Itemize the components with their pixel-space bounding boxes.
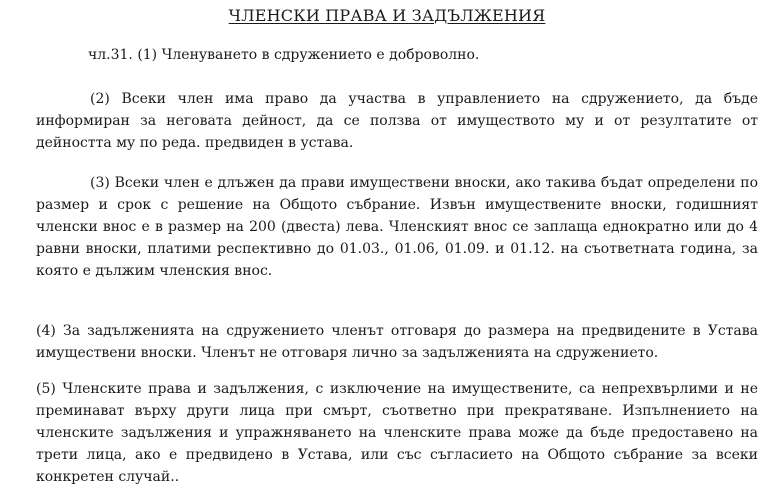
document-title: ЧЛЕНСКИ ПРАВА И ЗАДЪЛЖЕНИЯ xyxy=(228,6,546,25)
paragraph-article-31-3: (3) Всеки член е длъжен да прави имуществени вноски, ако такива бъдат определени по размер и срок с решение на Общото събрание. Извън имуществените вноски, годишният членски внос е в размер на 200 (двеста) лева. Членският внос се заплаща еднократно или до 4 равни вноски, платими респективно до 01.03., 01.06, 01.09. и 01.12. на съответната година, за която е дължим членския внос. xyxy=(36,175,758,279)
paragraph-article-31-4: (4) За задълженията на сдружението членът отговаря до размера на предвидените в Устава имуществени вноски. Членът не отговаря лично за задълженията на сдружението. xyxy=(36,323,758,361)
paragraph-article-31-5: (5) Членските права и задължения, с изключение на имуществените, са непрехвърлими и не преминават върху други лица при смърт, съответно при прекратяване. Изпълнението на членските задължения и упражняването на членските права може да бъде предоставено на трети лица, ако е предвидено в Устава, или със съгласието на Общото събрание за всеки конкретен случай.. xyxy=(36,381,758,485)
paragraph-article-31-2: (2) Всеки член има право да участва в управлението на сдружението, да бъде информиран за неговата дейност, да се ползва от имуществото му и от резултатите от дейността му по реда. предвиден в устава. xyxy=(36,91,758,151)
paragraph-article-31-1: чл.31. (1) Членуването в сдружението е доброволно. xyxy=(88,47,480,63)
